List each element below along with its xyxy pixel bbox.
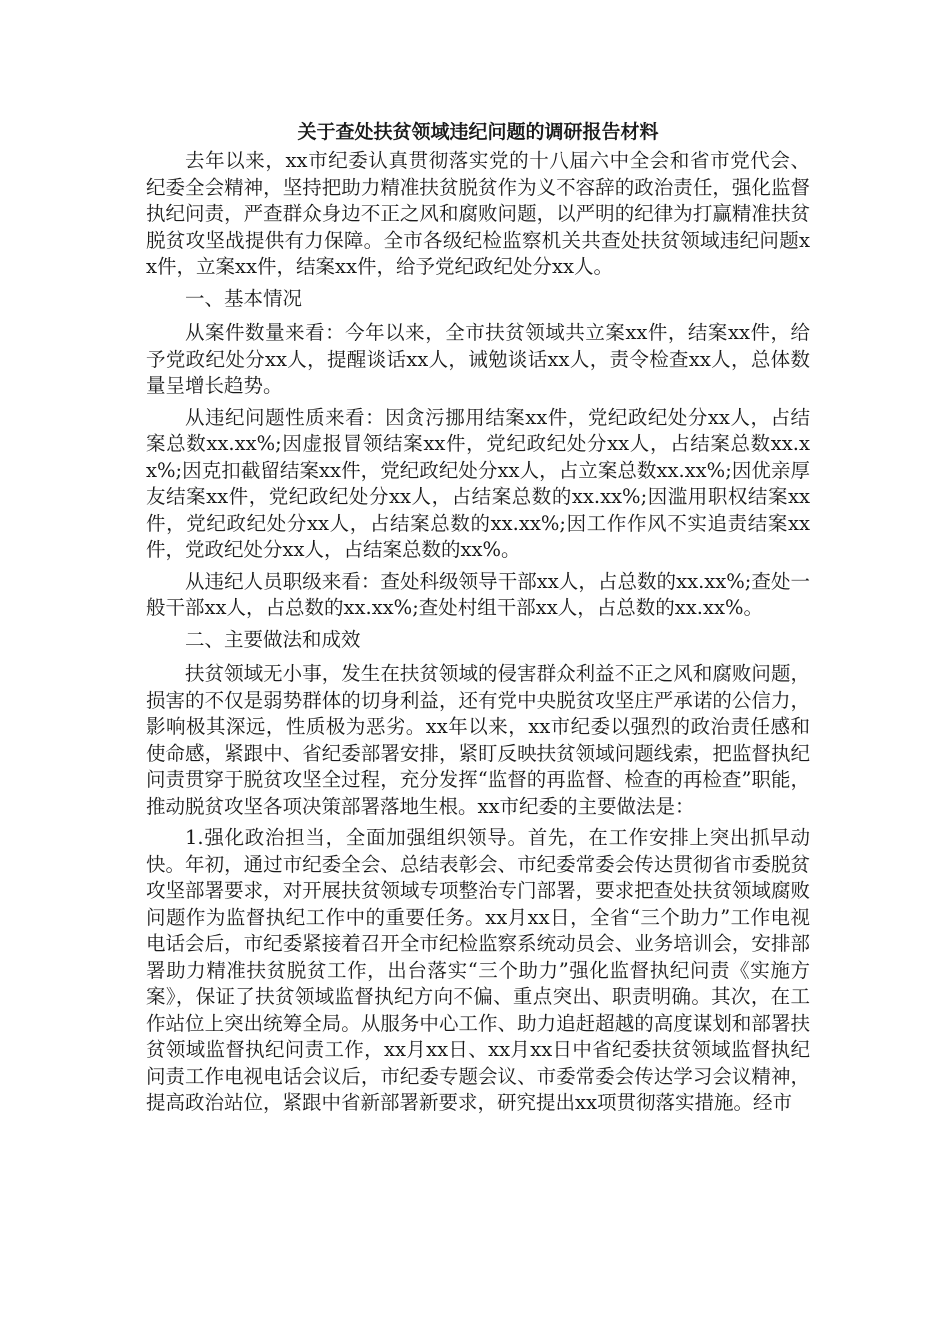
paragraph-poverty-no-small-matter: 扶贫领域无小事，发生在扶贫领域的侵害群众利益不正之风和腐败问题，损害的不仅是弱势群体的切身利益，还有党中央脱贫攻坚庄严承诺的公信力，影响极其深远，性质极为恶劣。xx年以来，xx市纪委以强烈的政治责任感和使命感，紧跟中、省纪委部署安排，紧盯反映扶贫领域问题线索，把监督执纪问责贯穿于脱贫攻坚全过程，充分发挥“监督的再监督、检查的再检查”职能，推动脱贫攻坚各项决策部署落地生根。xx市纪委的主要做法是： bbox=[146, 662, 810, 818]
section-heading-basic-situation: 一、基本情况 bbox=[185, 286, 303, 310]
document-title: 关于查处扶贫领域违纪问题的调研报告材料 bbox=[297, 121, 659, 143]
paragraph-violation-nature: 从违纪问题性质来看：因贪污挪用结案xx件，党纪政纪处分xx人，占结案总数xx.xx%;因虚报冒领结案xx件，党纪政纪处分xx人，占结案总数xx.xx%;因克扣截留结案xx件，党纪政纪处分xx人，占立案总数xx.xx%;因优亲厚友结案xx件，党纪政纪处分xx人，占结案总数的xx.xx%;因滥用职权结案xx件，党纪政纪处分xx人，占结案总数的xx.xx%;因工作作风不实追责结案xx件，党政纪处分xx人，占结案总数的xx%。 bbox=[146, 405, 810, 561]
paragraph-personnel-rank: 从违纪人员职级来看：查处科级领导干部xx人，占总数的xx.xx%;查处一般干部xx人，占总数的xx.xx%;查处村组干部xx人，占总数的xx.xx%。 bbox=[146, 569, 810, 619]
intro-paragraph: 去年以来，xx市纪委认真贯彻落实党的十八届六中全会和省市党代会、纪委全会精神，坚持把助力精准扶贫脱贫作为义不容辞的政治责任，强化监督执纪问责，严查群众身边不正之风和腐败问题，以严明的纪律为打赢精准扶贫脱贫攻坚战提供有力保障。全市各级纪检监察机关共查处扶贫领域违纪问题xx件，立案xx件，结案xx件，给予党纪政纪处分xx人。 bbox=[146, 149, 810, 278]
paragraph-case-count: 从案件数量来看：今年以来，全市扶贫领域共立案xx件，结案xx件，给予党政纪处分xx人，提醒谈话xx人，诫勉谈话xx人，责令检查xx人，总体数量呈增长趋势。 bbox=[146, 321, 810, 397]
section-heading-main-practices: 二、主要做法和成效 bbox=[185, 627, 361, 651]
paragraph-political-responsibility: 1.强化政治担当，全面加强组织领导。首先，在工作安排上突出抓早动快。年初，通过市纪委全会、总结表彰会、市纪委常委会传达贯彻省市委脱贫攻坚部署要求，对开展扶贫领域专项整治专门部署，要求把查处扶贫领域腐败问题作为监督执纪工作中的重要任务。xx月xx日，全省“三个助力”工作电视电话会后，市纪委紧接着召开全市纪检监察系统动员会、业务培训会，安排部署助力精准扶贫脱贫工作，出台落实“三个助力”强化监督执纪问责《实施方案》，保证了扶贫领域监督执纪方向不偏、重点突出、职责明确。其次，在工作站位上突出统筹全局。从服务中心工作、助力追赶超越的高度谋划和部署扶贫领域监督执纪问责工作，xx月xx日、xx月xx日中省纪委扶贫领域监督执纪问责工作电视电话会议后，市纪委专题会议、市委常委会传达学习会议精神，提高政治站位，紧跟中省新部署新要求，研究提出xx项贯彻落实措施。经市 bbox=[146, 826, 810, 1114]
document-page bbox=[146, 118, 810, 1122]
